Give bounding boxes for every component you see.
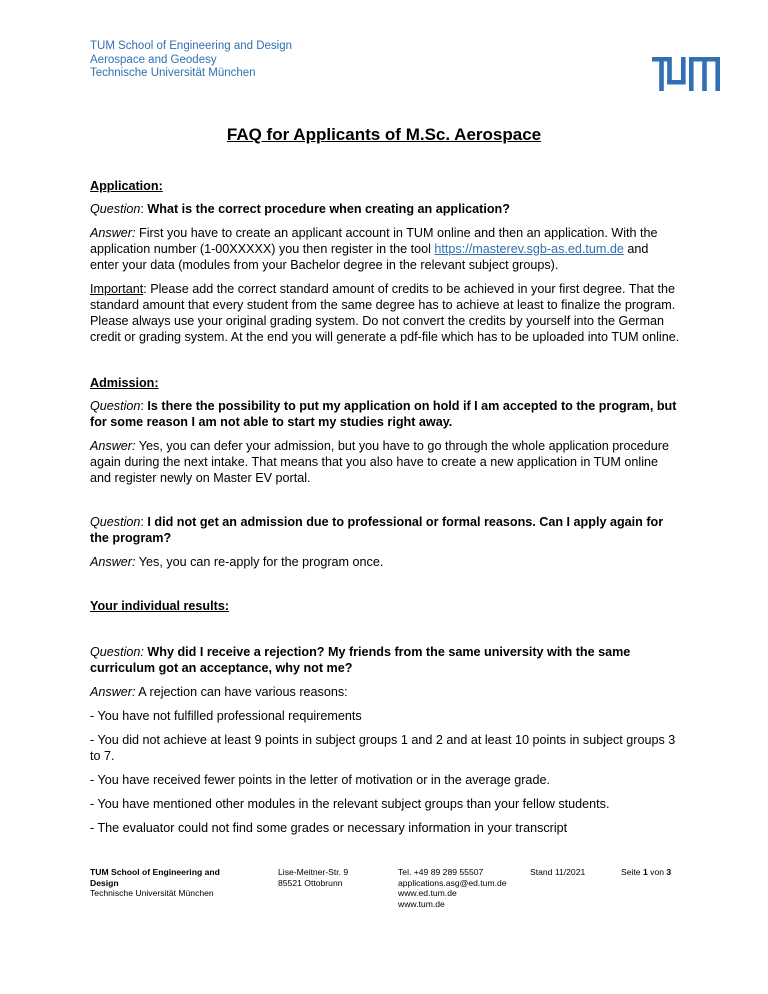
answer-label: Answer:: [90, 685, 136, 699]
footer-address: [278, 867, 348, 888]
section-heading-admission: Admission:: [90, 376, 159, 390]
masterev-link[interactable]: https://masterev.sgb-as.ed.tum.de: [434, 242, 624, 256]
answer-label: Answer:: [90, 439, 136, 453]
reason-item: - You did not achieve at least 9 points in subject groups 1 and 2 and at least 10 points in subject groups 3 to 7.: [90, 733, 676, 763]
question-text: I did not get an admission due to professional or formal reasons. Can I apply again for the program?: [90, 515, 664, 545]
application-question: [90, 201, 680, 217]
page-total: 3: [666, 867, 672, 877]
footer-email[interactable]: applications.asg@ed.tum.de: [398, 877, 507, 888]
page-prefix: Seite: [621, 867, 643, 877]
footer-web-2[interactable]: www.tum.de: [398, 898, 445, 909]
question-label: Question:: [90, 645, 144, 659]
question-text: Is there the possibility to put my application on hold if I am accepted to the program, but for some reason I am not able to start my studies right away.: [90, 399, 677, 429]
org-line-2: Aerospace and Geodesy: [90, 53, 217, 66]
admission-answer-2: [90, 554, 680, 570]
section-heading-results: Your individual results:: [90, 599, 230, 613]
footer-stand: Stand 11/2021: [530, 867, 586, 877]
question-sep: :: [140, 399, 148, 413]
footer-university: Technische Universität München: [90, 888, 214, 898]
results-answer: [90, 684, 680, 700]
question-label: Question: [90, 399, 141, 413]
admission-question-1: [90, 398, 680, 430]
question-text: Why did I receive a rejection? My friends from the same university with the same curriculum got an acceptance, why not me?: [90, 645, 631, 675]
important-text: : Please add the correct standard amount of credits to be achieved in your first degree. That the standard amount that every student from the same degree has to achieve at least to finalize the program. Please always use your original grading system. Do not convert the credits by yourself into the German credit or grading system. At the end you will generate a pdf-file which has to be uploaded into TUM online.: [90, 282, 680, 344]
footer-school-name: TUM School of Engineering and Design: [90, 867, 220, 888]
footer-web-1[interactable]: www.ed.tum.de: [398, 888, 457, 898]
question-sep: :: [140, 202, 148, 216]
application-answer: [90, 225, 680, 273]
admission-answer-1: [90, 438, 680, 486]
application-important: [90, 281, 680, 345]
footer-contact: [398, 867, 507, 909]
faq-content: [90, 178, 680, 836]
answer-text-2: and enter your data (modules from your Bachelor degree in the relevant subject groups).: [90, 242, 649, 272]
answer-label: Answer:: [90, 226, 136, 240]
reason-item: - The evaluator could not find some grades or necessary information in your transcript: [90, 821, 568, 835]
page-title: FAQ for Applicants of M.Sc. Aerospace: [226, 125, 542, 144]
footer-city: 85521 Ottobrunn: [278, 877, 343, 888]
question-label: Question: [90, 202, 141, 216]
footer-street: Lise-Meitner-Str. 9: [278, 867, 349, 877]
org-line-1: TUM School of Engineering and Design: [90, 40, 293, 52]
answer-text: Yes, you can re-apply for the program once.: [135, 555, 384, 569]
question-sep: :: [140, 515, 148, 529]
org-line-3: Technische Universität München: [90, 67, 256, 79]
question-label: Question: [90, 515, 141, 529]
reason-item: - You have received fewer points in the letter of motivation or in the average grade.: [90, 773, 550, 787]
answer-label: Answer:: [90, 555, 136, 569]
answer-text: Yes, you can defer your admission, but you have to go through the whole application procedure again during the next intake. That means that you also have to create a new application in TUM online and register newly on Master EV portal.: [90, 439, 669, 485]
footer-page-number: [621, 867, 671, 878]
tum-logo-icon: [652, 57, 720, 91]
admission-question-2: [90, 514, 680, 546]
important-label: Important: [90, 282, 144, 296]
footer-school: [90, 867, 240, 899]
header-org: [90, 40, 292, 81]
footer-tel: Tel. +49 89 289 55507: [398, 867, 484, 877]
question-text: What is the correct procedure when creating an application?: [147, 202, 510, 216]
reason-item: - You have not fulfilled professional requirements: [90, 709, 362, 723]
answer-text-1: First you have to create an applicant account in TUM online and then an application. With the application number (1-00XXXXX) you then register in the tool: [90, 226, 658, 256]
answer-text: A rejection can have various reasons:: [135, 685, 348, 699]
section-heading-application: Application:: [90, 179, 163, 193]
results-question: [90, 644, 680, 676]
page-mid: von: [647, 867, 667, 877]
page-num: 1: [642, 867, 648, 877]
reason-item: - You have mentioned other modules in the relevant subject groups than your fellow students.: [90, 797, 610, 811]
